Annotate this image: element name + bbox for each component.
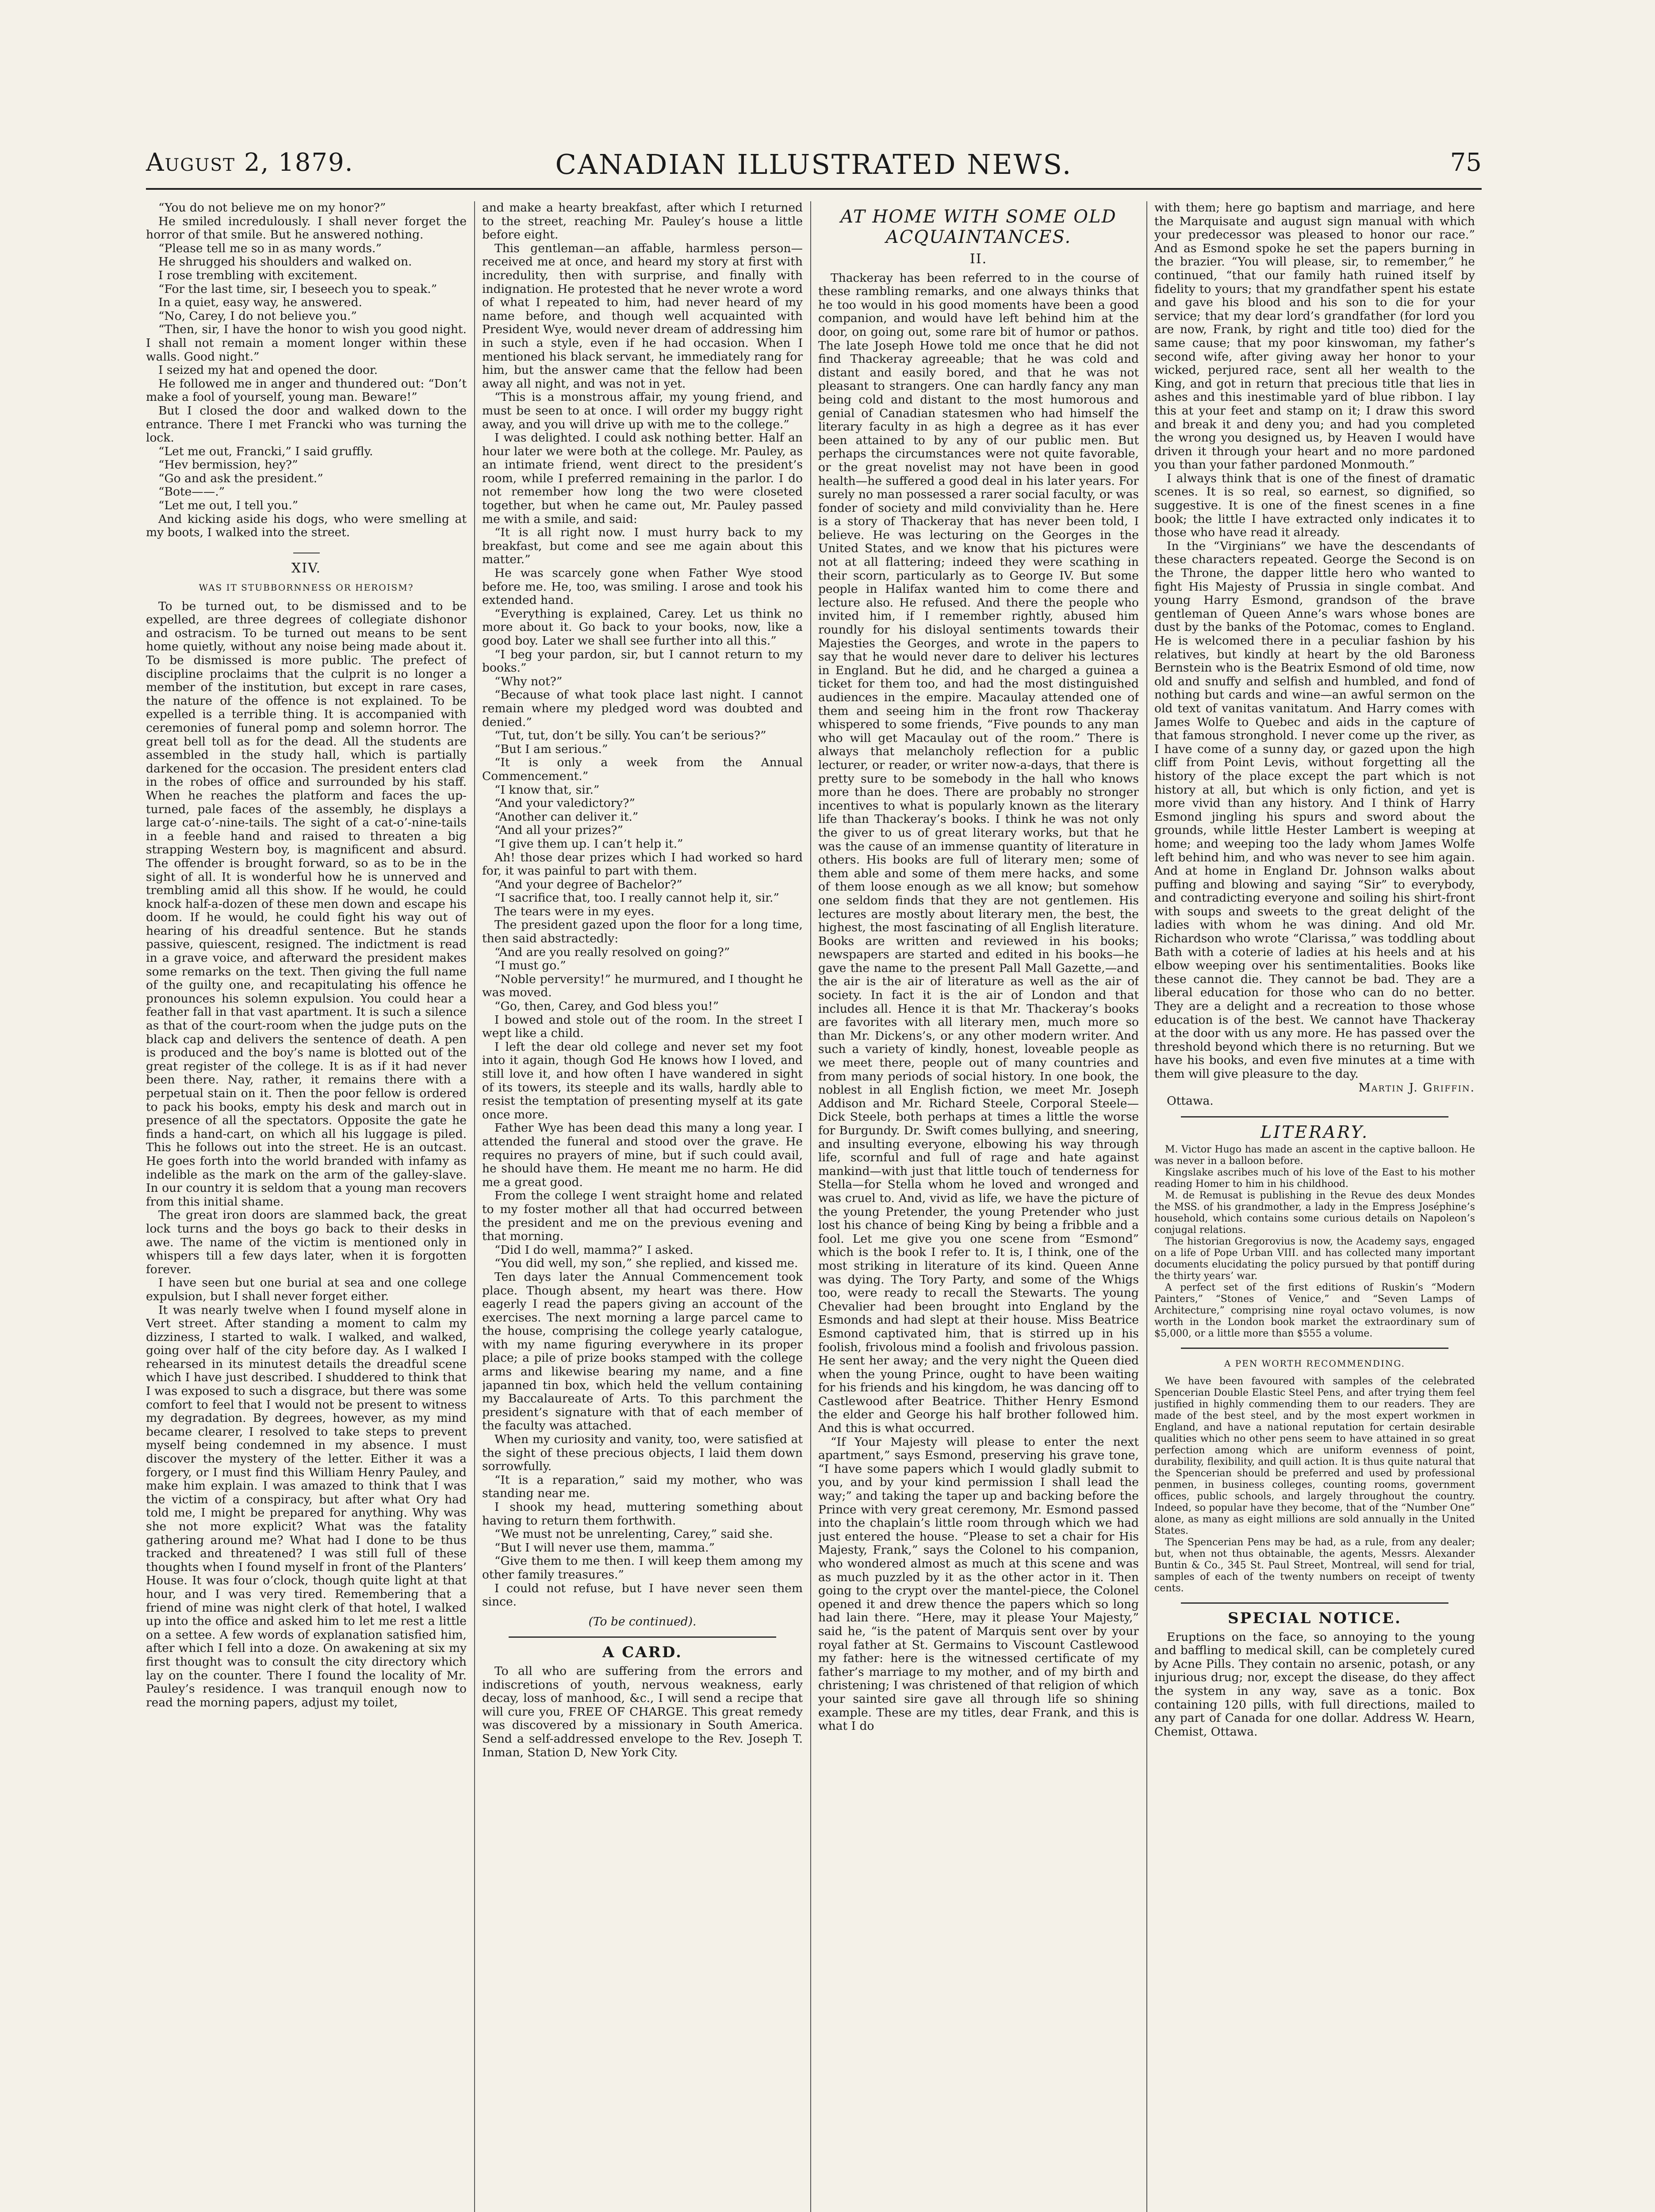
paragraph: “Then, sir, I have the honor to wish you good night. I shall not remain a moment longer within these walls. Good night.” [146, 323, 467, 364]
paragraph: The tears were in my eyes. [494, 904, 655, 918]
paragraph: “You do not believe me on my honor?” [158, 201, 386, 215]
paragraph: with them; here go baptism and marriage, and here the Marquisate and august sign manual with which your predecessor was pleased to honor our race.” And as Esmond spoke he set the papers burning in the brazier. “You will please, sir, to remember,” he continued, “that our family hath ruined itself by fidelity to yours; that my grandfather spent his estate and gave his blood and his son to die for your service; that my dear lord’s grandfather (for lord you are now, Frank, by right and title too) died for the same cause; that my poor kinswoman, my father’s second wife, after giving away her honor to your wicked, perjured race, sent all her wealth to the King, and got in return that precious title that lies in ashes and this inestimable yard of blue ribbon. I lay this at your feet and stamp on it; I draw this sword and break it and deny you; and had you completed the wrong you designed us, by Heaven I would have driven it through your heart and no more pardoned you than your father pardoned Monmouth.” [1154, 201, 1475, 472]
paragraph: “Bote——.” [158, 485, 225, 499]
paragraph: I shook my head, muttering something about having to return them forthwith. [482, 1500, 803, 1528]
newspaper-title: CANADIAN ILLUSTRATED NEWS. [555, 148, 1073, 180]
paragraph: He shrugged his shoulders and walked on. [158, 255, 412, 269]
page-number: 75 [1450, 148, 1482, 177]
column-4 [1154, 201, 1475, 2212]
literary-item: M. de Remusat is publishing in the Revue des deux Mondes the MSS. of his grandmother, a lady in the Empress Joséphine’s household, which contains some curious details on Napoleon’s conjugal relations. [1154, 1190, 1475, 1236]
column-rule [810, 201, 811, 2212]
literary-notes [1154, 1144, 1475, 1340]
chapter-heading: XIV. [291, 561, 322, 576]
pen-heading: A PEN WORTH RECOMMENDING. [1224, 1358, 1405, 1369]
paragraph: “For the last time, sir, I beseech you to speak.” [158, 282, 437, 296]
paragraph: “Another can deliver it.” [494, 810, 639, 824]
paragraph: When my curiosity and vanity, too, were satisfied at the sight of these precious objects, I laid them down sorrowfully. [482, 1432, 803, 1474]
author-signature: Martin J. Griffin. [1358, 1080, 1475, 1094]
paragraph: And kicking aside his dogs, who were smelling at my boots, I walked into the street. [146, 512, 467, 540]
pen-notice [1154, 1376, 1475, 1594]
paragraph: I left the dear old college and never set my foot into it again, though God He knows how I loved, and still love it, and how often I have wandered in sight of its towers, its steeple and its walls, hardly able to resist the temptation of presenting myself at its gate once more. [482, 1040, 803, 1121]
paragraph: Thackeray has been referred to in the course of these rambling remarks, and one always thinks that he too would in his good moments have been a good companion, and would have left behind him at the door, on going out, some rare bit of humor or pathos. The late Joseph Howe told me once that he did not find Thackeray agreeable; that he was cold and distant and easily bored, and that he was not pleasant to strangers. One can hardly fancy any man being cold and distant to the most humorous and genial of Canadian statesmen who had himself the literary faculty in as high a degree as it has ever been attained to by any of our public men. But perhaps the circumstances were not quite favorable, or the great novelist may not have been in good health—he suffered a good deal in his later years. For surely no man possessed a rarer social faculty, or was fonder of society and mild conviviality than he. Here is a story of Thackeray that has never been told, I believe. He was lecturing on the Georges in the United States, and we know that his pictures were not at all flattering; indeed they were scathing in their scorn, particularly as to George IV. But some people in Halifax wanted him to come there and lecture also. He refused. And there the people who invited him, if I remember rightly, abused him roundly for his disloyal sentiments towards their Majesties the Georges, and wrote in the papers to say that he would never dare to deliver his lectures in England. But he did, and he charged a guinea a ticket for them too, and had the most distinguished audiences in the empire. Macaulay attended one of them and seeing him in the front row Thackeray whispered to some friends, “Five pounds to any man who will get Macaulay out of the room.” There is always that melancholy reflection for a public lecturer, or reader, or writer now-a-days, that there is pretty sure to be somebody in the hall who knows more than he does. There are probably no stronger incentives to what is popularly known as the literary life than Thackeray’s books. I think he was not only the giver to us of great literary works, but that he was the cause of an immense quantity of literature in others. His books are full of literary men; some of them able and some of them mere hacks, and some of them loose enough as we all know; but somehow one seldom finds that they are not gentlemen. His lectures are mostly about literary men, the best, the highest, the most fascinating of all English literature. Books are written and reviewed in his books; newspapers are started and edited in his books—he gave the name to the present Pall Mall Gazette,—and the air is the air of literature as well as the air of society. In fact it is the air of London and that includes all. Hence it is that Mr. Thackeray’s books are favorites with all literary men, much more so than Mr. Dickens’s, or any other modern writer. And such a variety of kindly, honest, loveable people as we meet there, people out of many countries and from many periods of social history. In one book, the noblest in all English fiction, we meet Mr. Joseph Addison and Mr. Richard Steele, Corporal Steele—Dick Steele, both perhaps at times a little the worse for Burgundy. Dr. Swift comes bullying, and sneering, and insulting everyone, elbowing his way through life, scornful and full of rage and hate against mankind—with just that little touch of tenderness for Stella—for Stella whom he loved and wronged and was cruel to. And, vivid as life, we have the picture of the young Pretender, the young Pretender who just lost his chance of being King by being a fribble and a fool. Let me give you one scene from “Esmond” which is the book I refer to. It is, I think, one of the most striking in literature of its kind. Queen Anne was dying. The Tory Party, and some of the Whigs too, were ready to recall the Stewarts. The young Chevalier had been brought into England by the Esmonds and had slept at their house. Miss Beatrice Esmond captivated him, that is stirred up in his foolish, frivolous mind a foolish and frivolous passion. He sent her away; and the very night the Queen died when the young Prince, ought to have been waiting for his friends and his kingdom, he was dancing off to Castlewood after Beatrice. Thither Henry Esmond the elder and George his half brother followed him. And this is what occurred. [818, 271, 1139, 1436]
card-heading: A CARD. [602, 1644, 683, 1662]
masthead-rule [146, 188, 1482, 190]
paragraph: “Give them to me then. I will keep them among my other family treasures.” [482, 1554, 803, 1582]
paragraph: Ten days later the Annual Commencement took place. Though absent, my heart was there. How eagerly I read the papers giving an account of the exercises. The next morning a large parcel came to the house, comprising the college yearly catalogue, with my name figuring everywhere in its proper place; a pile of prize books stamped with the college arms and likewise bearing my name, and a fine japanned tin box, which held the vellum containing my Baccalaureate of Arts. To this parchment the president’s signature with that of each member of the faculty was attached. [482, 1270, 803, 1433]
paragraph: I could not refuse, but I have never seen them since. [482, 1581, 803, 1609]
paragraph: He smiled incredulously. I shall never forget the horror of that smile. But he answered nothing. [146, 214, 467, 242]
paragraph: “Did I do well, mamma?” I asked. [494, 1243, 693, 1257]
paragraph: “But I am serious.” [494, 742, 608, 756]
paragraph: “I give them up. I can’t help it.” [494, 837, 683, 851]
pen-paragraph: We have been favoured with samples of the celebrated Spencerian Double Elastic Steel Pens, and after trying them feel justified in highly commending them to our readers. They are made of the best steel, and by the most expert workmen in England, and have a national reputation for certain desirable qualities which no other pens seem to have attained in so great perfection among which are uniform evenness of point, durability, flexibility, and quill action. It is thus quite natural that the Spencerian should be preferred and used by professional penmen, in business colleges, counting rooms, government offices, public schools, and largely throughout the country. Indeed, so popular have they become, that of the “Number One” alone, as many as eight millions are sold annually in the United States. [1154, 1375, 1475, 1536]
story-opening [146, 201, 467, 540]
paragraph: “Everything is explained, Carey. Let us think no more about it. Go back to your books, now, like a good boy. Later we shall see further into all this.” [482, 607, 803, 648]
paragraph: “Noble perversity!” he murmured, and I thought he was moved. [482, 972, 803, 1000]
literary-item: Kingslake ascribes much of his love of the East to his mother reading Homer to him in his childhood. [1154, 1167, 1475, 1190]
special-notice-text: Eruptions on the face, so annoying to the young and baffling to medical skill, can be completely cured by Acne Pills. They contain no arsenic, potash, or any injurious drug; nor, except the disease, do they affect the system in any way, save as a tonic. Box containing 120 pills, with full directions, mailed to any part of Canada for one dollar. Address W. Hearn, Chemist, Ottawa. [1154, 1630, 1475, 1739]
paragraph: I bowed and stole out of the room. In the street I wept like a child. [482, 1013, 803, 1041]
paragraph: In a quiet, easy way, he answered. [158, 296, 362, 310]
paragraph: “This is a monstrous affair, my young friend, and must be seen to at once. I will order my buggy right away, and you will drive up with me to the college.” [482, 390, 803, 431]
paragraph: It was nearly twelve when I found myself alone in Vert street. After standing a moment to calm my dizziness, I started to walk. I walked, and walked, going over half of the city before day. As I walked I rehearsed in its minutest details the dreadful scene which I have just described. I shuddered to think that I was exposed to such a disgrace, but there was some comfort to feel that I would not be present to witness my degradation. By degrees, however, as my mind became clearer, I resolved to take steps to prevent myself being condemned in my absence. I must discover the mystery of the letter. Either it was a forgery, or I must find this William Henry Pauley, and make him explain. I was amazed to think that I was the victim of a conspiracy, but after what Ory had told me, I might be prepared for anything. Why was she not more explicit? What was the fatality gathering around me? What had I done to be thus tracked and threatened? I was still full of these thoughts when I found myself in front of the Planters’ House. It was four o’clock, though quite light at that hour, and I was very tired. Remembering that a friend of mine was night clerk of that hotel, I walked up into the office and asked him to let me rest a little on a settee. A few words of explanation satisfied him, after which I fell into a doze. On awakening at six my first thought was to consult the city directory which lay on the counter. There I found the locality of Mr. Pauley’s residence. I was tranquil enough now to read the morning papers, adjust my toilet, [146, 1303, 467, 1709]
column-rule [1146, 201, 1147, 2212]
paragraph: “But I will never use them, mamma.” [494, 1540, 715, 1555]
paragraph: and make a hearty breakfast, after which I returned to the street, reaching Mr. Pauley’s house a little before eight. [482, 201, 803, 242]
paragraph: This gentleman—an affable, harmless person—received me at once, and heard my story at first with incredulity, then with surprise, and finally with indignation. He protested that he never wrote a word of what I repeated to him, had never heard of my name before, and though well acquainted with President Wye, would never dream of addressing him in such a style, even if he had occasion. When I mentioned his black servant, he immediately rang for him, but the answer came that the fellow had been away all night, and was not in yet. [482, 241, 803, 391]
masthead [146, 148, 1482, 192]
paragraph: “We must not be unrelenting, Carey,” said she. [494, 1527, 773, 1541]
paragraph: “Go and ask the president.” [158, 471, 323, 485]
section-rule [509, 1636, 776, 1638]
paragraph: “Please tell me so in as many words.” [158, 241, 382, 255]
paragraph: “I know that, sir.” [494, 783, 600, 797]
paragraph: The president gazed upon the floor for a long time, then said abstractedly: [482, 918, 803, 946]
paragraph: “I sacrifice that, too. I really cannot help it, sir.” [494, 891, 779, 905]
issue-date: August 2, 1879. [146, 148, 354, 177]
paragraph: “It is only a week from the Annual Commencement.” [482, 756, 803, 783]
literary-heading: LITERARY. [1260, 1122, 1369, 1142]
paragraph: From the college I went straight home and related to my foster mother all that had occurred between the president and me on the previous evening and that morning. [482, 1189, 803, 1244]
column-rule [474, 201, 475, 2212]
literary-item: The historian Gregorovius is now, the Academy says, engaged on a life of Pope Urban VIII. and has collected many important documents elucidating the policy pursued by that pontiff during the thirty years’ war. [1154, 1236, 1475, 1282]
short-divider [146, 543, 467, 557]
paragraph: “And your valedictory?” [494, 796, 636, 810]
section-rule [1181, 1602, 1448, 1604]
paragraph: To be turned out, to be dismissed and to be expelled, are three degrees of collegiate dishonor and ostracism. To be turned out means to be sent home quietly, without any noise being made about it. To be dismissed is more public. The prefect of discipline proclaims that the culprit is no longer a member of the institution, but except in rare cases, the nature of the offence is not explained. To be expelled is a terrible thing. It is accompanied with ceremonies of funeral pomp and solemn horror. The great bell toll as for the dead. All the students are assembled in the study hall, which is partially darkened for the occasion. The president enters clad in the robes of office and surrounded by his staff. When he reaches the platform and faces the up-turned, pale faces of the assembly, he displays a large cat-o’-nine-tails. The sight of a cat-o’-nine-tails in a feeble hand and raised to threaten a big strapping Western boy, is magnificent and absurd. The offender is brought forward, so as to be in the sight of all. It is wonderful how he is unnerved and trembling amid all this show. If he would, he could knock half-a-dozen of these men down and escape his doom. If he would, he could fight his way out of hearing of his dreadful sentence. But he stands passive, quiescent, resigned. The indictment is read in a grave voice, and afterward the president makes some remarks on the text. Then giving the full name of the guilty one, and recapitulating his offence he pronounces his solemn expulsion. You could hear a feather fall in that vast apartment. It is such a silence as that of the court-room when the judge puts on the black cap and delivers the sentence of death. A pen is produced and the boy’s name is blotted out of the great register of the college. It is as if it had never been there. Nay, rather, it remains there with a perpetual stain on it. Then the poor fellow is ordered to pack his books, empty his desk and march out in presence of all the spectators. Opposite the gate he finds a hand-cart, on which all his luggage is piled. This he follows out into the street. He is an outcast. He goes forth into the world branded with infamy as indelible as the mark on the arm of the galley-slave. In our country it is seldom that a young man recovers from this initial shame. [146, 599, 467, 1209]
paragraph: “No, Carey, I do not believe you.” [158, 309, 357, 323]
paragraph: The great iron doors are slammed back, the great lock turns and the boys go back to their desks in awe. The name of the victim is mentioned only in whispers till a few days later, when it is forgotten forever. [146, 1208, 467, 1276]
paragraph: I have seen but one burial at sea and one college expulsion, but I shall never forget either. [146, 1276, 467, 1303]
column-2 [482, 201, 803, 2212]
special-notice-heading: SPECIAL NOTICE. [1228, 1609, 1402, 1627]
pen-paragraph: The Spencerian Pens may be had, as a rule, from any dealer; but, when not thus obtainable, the agents, Messrs. Alexander Buntin & Co., 345 St. Paul Street, Montreal, will send for trial, samples of each of the twenty numbers on receipt of twenty cents. [1154, 1536, 1475, 1594]
section-rule [1181, 1348, 1448, 1349]
article-part: II. [969, 251, 988, 267]
dateline-place: Ottawa. [1167, 1094, 1214, 1108]
paragraph: “You did well, my son,” she replied, and kissed me. [494, 1256, 798, 1271]
paragraph: “I must go.” [494, 959, 566, 973]
column-1 [146, 201, 467, 2212]
card-advertisement: To all who are suffering from the errors and indiscretions of youth, nervous weakness, early decay, loss of manhood, &c., I will send a recipe that will cure you, FREE OF CHARGE. This great remedy was discovered by a missionary in South America. Send a self-addressed envelope to the Rev. Joseph T. Inman, Station D, New York City. [482, 1664, 803, 1759]
paragraph: “Let me out, Francki,” I said gruffly. [158, 444, 373, 458]
paragraph: “Hev bermission, hey?” [158, 458, 298, 472]
article-title: AT HOME WITH SOME OLD ACQUAINTANCES. [840, 207, 1117, 247]
paragraph: “And your degree of Bachelor?” [494, 877, 682, 891]
paragraph: “It is a reparation,” said my mother, who was standing near me. [482, 1473, 803, 1501]
paragraph: “And all your prizes?” [494, 823, 624, 837]
paragraph: “Because of what took place last night. I cannot remain where my pledged word was doubted and denied.” [482, 688, 803, 729]
paragraph: In the “Virginians” we have the descendants of these characters repeated. George the Second is on the Throne, the dapper little hero who wanted to fight His Majesty of Prussia in single combat. And young Harry Esmond, grandson of the brave gentleman of Queen Anne’s wars whose bones are dust by the banks of the Potomac, comes to England. He is welcomed there in a peculiar fashion by his relatives, but kindly at heart by the old Baroness Bernstein who is the Beatrix Esmond of old time, now old and snuffy and selfish and humbled, and fond of nothing but cards and wine—an awful sermon on the old text of vanitas vanitatum. And Harry comes with James Wolfe to Quebec and aids in the capture of that famous stronghold. I never come up the river, as I have come of a sunny day, or gazed upon the high cliff from Point Levis, without forgetting all the history of the place except the part which is not history at all, but which is only fiction, and yet is more vivid than any history. And I think of Harry Esmond jingling his spurs and sword about the grounds, while little Hester Lambert is weeping at home; and weeping too the lady whom James Wolfe left behind him, and who was never to see him again. And at home in England Dr. Johnson walks about puffing and blowing and saying “Sir” to everybody, and contradicting everyone and soiling his shirt-front with soups and sweets to the great delight of the ladies with whom he was dining. And old Mr. Richardson who wrote “Clarissa,” was toddling about Bath with a coterie of ladies at his heels and at his elbow weeping over his sentimentalities. Books like these cannot die. They cannot be bad. They are a liberal education for those who can do no better. They are a delight and a recreation to those whose education is of the best. We cannot have Thackeray at the door with us any more. He has passed over the threshold beyond which there is no returning. But we have his books, and even five minutes at a time with them will give pleasure to the day. [1154, 539, 1475, 1081]
paragraph: I seized my hat and opened the door. [158, 363, 378, 377]
paragraph: “And are you really resolved on going?” [494, 945, 730, 959]
paragraph: “If Your Majesty will please to enter the next apartment,” says Esmond, preserving his grave tone, “I have some papers which I would gladly submit to you, and by your kind permission I shall lead the way;” and taking the taper up and backing before the Prince with very great ceremony, Mr. Esmond passed into the chaplain’s little room through which we had just entered the house. “Please to set a chair for His Majesty, Frank,” says the Colonel to his companion, who wondered almost as much at this scene and was as much puzzled by it as the other actor in it. Then going to the crypt over the mantel-piece, the Colonel opened it and drew thence the papers which so long had lain there. “Here, may it please Your Majesty,” said he, “is the patent of Marquis sent over by your royal father at St. Germains to Viscount Castlewood my father: here is the witnessed certificate of my father’s marriage to my mother, and of my birth and christening; I was christened of that religion of which your sainted sire gave all through life so shining example. These are my titles, dear Frank, and this is what I do [818, 1435, 1139, 1733]
literary-item: A perfect set of the first editions of Ruskin’s “Modern Painters,” “Stones of Venice,” and “Seven Lamps of Architecture,” comprising nine royal octavo volumes, is now worth in the London book market the extraordinary sum of $5,000, or a little more than $555 a volume. [1154, 1282, 1475, 1340]
paragraph: He was scarcely gone when Father Wye stood before me. He, too, was smiling. I arose and took his extended hand. [482, 566, 803, 607]
paragraph: “Let me out, I tell you.” [158, 499, 299, 513]
chapter-subtitle: WAS IT STUBBORNNESS OR HEROISM? [199, 582, 414, 593]
paragraph: “Tut, tut, don’t be silly. You can’t be serious?” [494, 729, 766, 743]
paragraph: “Go, then, Carey, and God bless you!” [494, 999, 719, 1014]
paragraph: “It is all right now. I must hurry back to my breakfast, but come and see me again about this matter.” [482, 526, 803, 567]
column-3 [818, 201, 1139, 2212]
paragraph: But I closed the door and walked down to the entrance. There I met Francki who was turning the lock. [146, 403, 467, 445]
literary-item: M. Victor Hugo has made an ascent in the captive balloon. He was never in a balloon before. [1154, 1144, 1475, 1167]
paragraph: I always think that is one of the finest of dramatic scenes. It is so real, so earnest, so dignified, so suggestive. It is one of the finest scenes in a fine book; the little I have extracted only indicates it to those who have read it already. [1154, 471, 1475, 540]
paragraph: Ah! those dear prizes which I had worked so hard for, it was painful to part with them. [482, 850, 803, 878]
section-rule [1181, 1116, 1448, 1118]
to-be-continued: (To be continued). [588, 1614, 697, 1628]
paragraph: Father Wye has been dead this many a long year. I attended the funeral and stood over the grave. He requires no prayers of mine, but if such could avail, he should have them. He meant me no harm. He did me a great good. [482, 1121, 803, 1189]
paragraph: I rose trembling with excitement. [158, 268, 358, 282]
paragraph: “I beg your pardon, sir, but I cannot return to my books.” [482, 647, 803, 675]
paragraph: I was delighted. I could ask nothing better. Half an hour later we were both at the college. Mr. Pauley, as an intimate friend, went direct to the president’s room, while I preferred remaining in the parlor. I do not remember how long the two were closeted together, but when he came out, Mr. Pauley passed me with a smile, and said: [482, 431, 803, 526]
paragraph: “Why not?” [494, 674, 563, 688]
paragraph: He followed me in anger and thundered out: “Don’t make a fool of yourself, young man. Beware!” [146, 376, 467, 404]
